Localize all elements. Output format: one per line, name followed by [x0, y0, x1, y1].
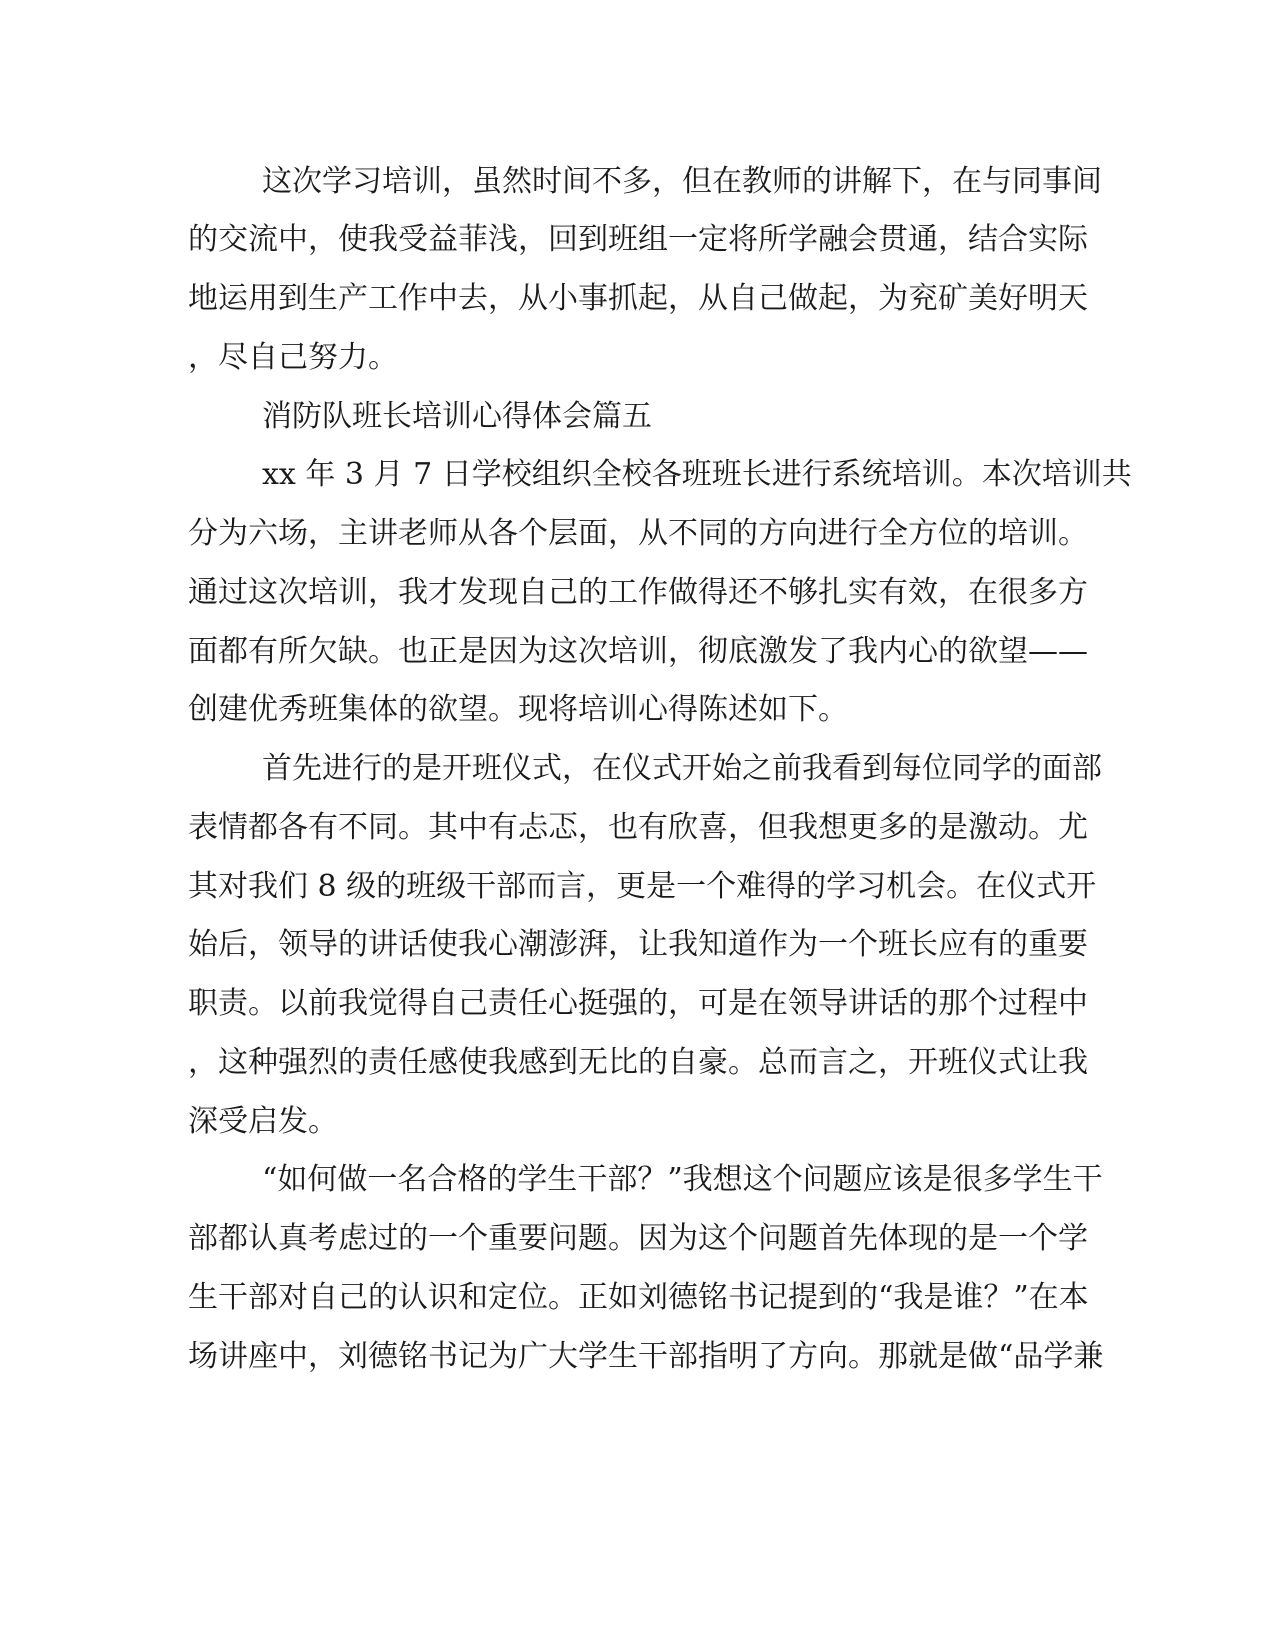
- section-heading: 消防队班长培训心得体会篇五: [262, 399, 652, 434]
- paragraph-line: 职责。以前我觉得自己责任心挺强的，可是在领导讲话的那个过程中: [188, 986, 1088, 1021]
- paragraph-line: 分为六场，主讲老师从各个层面，从不同的方向进行全方位的培训。: [188, 516, 1088, 551]
- paragraph-line: “如何做一名合格的学生干部？”我想这个问题应该是很多学生干: [262, 1162, 1103, 1197]
- paragraph-line: 通过这次培训，我才发现自己的工作做得还不够扎实有效，在很多方: [188, 575, 1088, 610]
- paragraph-line: 这次学习培训，虽然时间不多，但在教师的讲解下，在与同事间: [262, 164, 1102, 199]
- paragraph-line: 场讲座中，刘德铭书记为广大学生干部指明了方向。那就是做“品学兼: [188, 1339, 1104, 1374]
- paragraph-line: ，尽自己努力。: [188, 340, 398, 375]
- paragraph-line: 创建优秀班集体的欲望。现将培训心得陈述如下。: [188, 692, 848, 727]
- paragraph-line: 生干部对自己的认识和定位。正如刘德铭书记提到的“我是谁？”在本: [188, 1280, 1089, 1315]
- paragraph-line: 地运用到生产工作中去，从小事抓起，从自己做起，为兖矿美好明天: [188, 281, 1088, 316]
- paragraph-line: 深受启发。: [188, 1104, 338, 1139]
- paragraph-line: xx 年 3 月 7 日学校组织全校各班班长进行系统培训。本次培训共: [262, 457, 1132, 492]
- paragraph-line: 面都有所欠缺。也正是因为这次培训，彻底激发了我内心的欲望——: [188, 634, 1088, 669]
- paragraph-line: 其对我们 8 级的班级干部而言，更是一个难得的学习机会。在仪式开: [188, 869, 1097, 904]
- paragraph-line: ，这种强烈的责任感使我感到无比的自豪。总而言之，开班仪式让我: [188, 1045, 1088, 1080]
- paragraph-line: 始后，领导的讲话使我心潮澎湃，让我知道作为一个班长应有的重要: [188, 927, 1088, 962]
- paragraph-line: 首先进行的是开班仪式，在仪式开始之前我看到每位同学的面部: [262, 751, 1102, 786]
- paragraph-line: 表情都各有不同。其中有忐忑，也有欣喜，但我想更多的是激动。尤: [188, 810, 1088, 845]
- paragraph-line: 的交流中，使我受益菲浅，回到班组一定将所学融会贯通，结合实际: [188, 222, 1088, 257]
- paragraph-line: 部都认真考虑过的一个重要问题。因为这个问题首先体现的是一个学: [188, 1221, 1088, 1256]
